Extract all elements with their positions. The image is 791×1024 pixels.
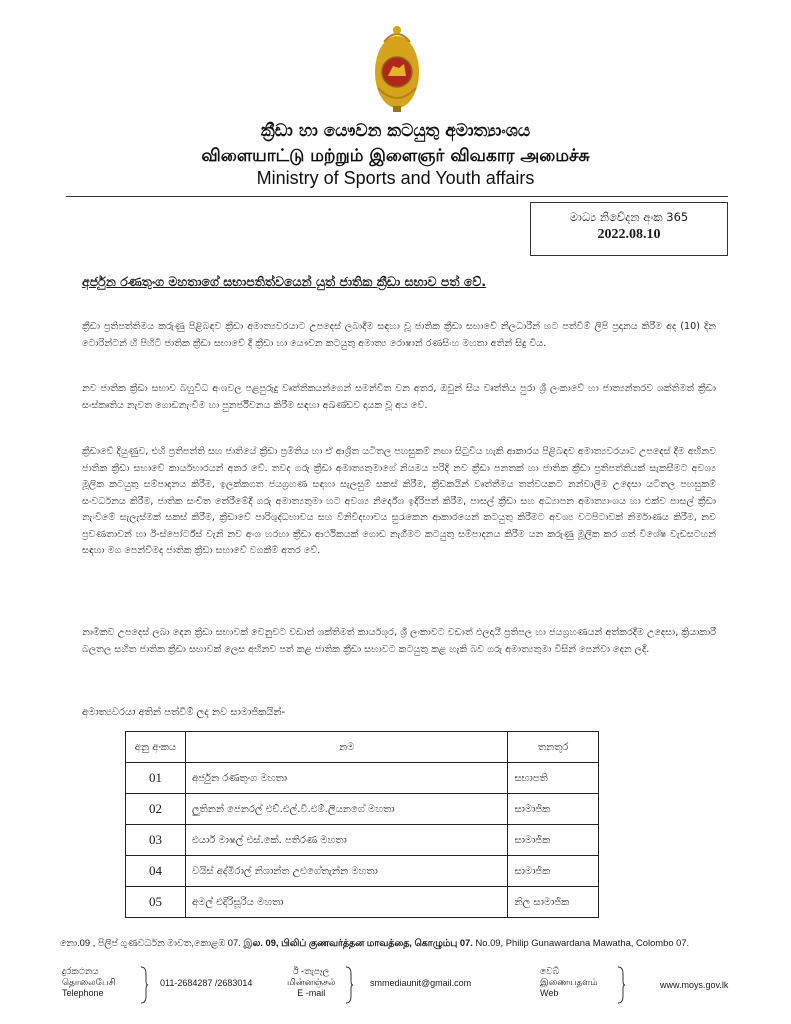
ministry-name-sinhala: ක්‍රීඩා හා යෞවන කටයුතු අමාත්‍යාංශය xyxy=(260,121,531,141)
press-release-reference-box xyxy=(530,202,728,256)
phone-number: 011-2684287 /2683014 xyxy=(160,978,253,988)
ministry-name-english: Ministry of Sports and Youth affairs xyxy=(256,168,535,188)
row-position: සාමාජික xyxy=(508,794,599,825)
ministry-address xyxy=(60,937,760,950)
row-no: 02 xyxy=(126,794,186,825)
paragraph-4: නාමිකව උපදෙස් ලබා දෙන ක්‍රීඩා සභාවක් වෙනුවට වඩාත් ශක්තිමත් කාර්යශූර, ශ්‍රී ලංකාවට වඩාත් ඵලදායී ප්‍රතිපල හා ජයග්‍රහණයන් අත්කරදීම උදෙසා, ක්‍රියාකාරී බලතල සහිත ජාතික ක්‍රීඩා සභාවක් ලෙස අභිනව පත් කළ ජාතික ක්‍රීඩා සභාවට කටයුතු කළ හැකි බව ගරු අමාත්‍යතුමා විසින් පෙන්වා දෙන ලදී. xyxy=(82,627,716,655)
paragraph-3: ක්‍රීඩාවේ දියුණුව, එහි ප්‍රතිපත්ති සහ ජාතියේ ක්‍රීඩා ප්‍රමිතිය හා ඒ ආශ්‍රිත යටිතල පහසුකම් නඟා සිටුවිය හැකි ආකාරය පිළිබඳව අමාත්‍යවරයාට උපදෙස් දීම අභිනව ජාතික ක්‍රීඩා සභාවේ කාර්යභාරයන් අතර වේ. තවද ගරු ක්‍රීඩා අමාත්‍යතුමාගේ නියමය පරිදි නව ක්‍රීඩා පනතක් හා ජාතික ක්‍රීඩා ප්‍රතිපත්තියක් සැකසීමට අවශ්‍ය මූලික කටයුතු සම්පාදනය කිරීම, ඉලක්කගත ජයග්‍රහණ සඳහා සැලසුම් සකස් කිරීම, ක්‍රීඩකයින් වෘත්තීමය තත්වයකට නන්වාලීම උදෙසා යටිතල පහසුකම් සංවර්ධනය කිරීම, ජාතික සංචිත තේරීමේදී ගරු අමාත්‍යතුමා හට අවශ්‍ය නිර්දේශ ඉදිරිපත් කිරීම, පාසල් ක්‍රීඩා සහ අධ්‍යාපන අමාත්‍යාංශය හා එක්ව පාසල් ක්‍රීඩා නැංවීමේ සැලැස්මක් සකස් කිරීම, ක්‍රීඩාවේ පාරිශුද්ධභාවය සහ විනිවිදභාවය සුරැකෙන ආකාරයෙන් කටයුතු කිරීමට අවශ්‍ය වටපිටාවක් නිර්මාණය කිරීම, නව ප්‍රවණතාවන් හා ඊ-ස්පෝර්ට්ස් වැනි නව අංශ හරහා ක්‍රීඩා ආර්ථිකයක් ගොඩ නැගීමට කටයුතු සම්පාදනය කිරීම යන කරුණු මූලික කර ගත් විශේෂ වැඩසටහන් සඳහා මග පෙන්වීමද ජාතික ක්‍රීඩා සභාවේ වගකීම් අතර වේ. xyxy=(82,446,716,556)
row-no: 05 xyxy=(126,887,186,918)
phone-labels xyxy=(62,966,116,999)
web-label-sinhala: වෙබ් xyxy=(540,966,560,976)
paragraph-2: නව ජාතික ක්‍රීඩා සභාව බහුවිධ අංශවල පළපුරුදු වෘත්තිකයන්ගෙන් සමන්විත වන අතර, ඔවුන් සිය වෘත්තිය පුරා ශ්‍රී ලංකාවේ හා ජාත්‍යන්තරව ශක්තිමත් ක්‍රීඩා සංස්කෘතිය නැවත ගොඩනැංවීම හා පුනර්ජීවනය කිරීම සඳහා අඛණ්ඩව දායක වූ අය වේ. xyxy=(82,383,716,411)
row-name: ලුතිනන් ජෙනරල් එච්.එල්.වී.එම්.ලියනගේ මහතා xyxy=(186,794,508,825)
header-serial-no: අනු අංකය xyxy=(126,732,186,763)
web-labels xyxy=(540,966,598,999)
website-url[interactable]: www.moys.gov.lk xyxy=(660,980,729,990)
address-sinhala: නො.09 , පිලිප් ගුණවර්ධන මාවත,කොළඹ 07. xyxy=(60,937,241,948)
email-label-sinhala: ඊ -තැපෑල xyxy=(293,966,330,976)
members-table-header xyxy=(126,732,599,763)
members-table xyxy=(125,731,599,918)
web-label-tamil: இணையதளம் xyxy=(540,977,598,987)
email-address[interactable]: smmediaunit@gmail.com xyxy=(370,978,472,988)
paragraph-1: ක්‍රීඩා ප්‍රතිපත්තිමය කරුණු පිළිබඳව ක්‍රීඩා අමාත්‍යවරයාට උපදෙස් ලබාදීම සඳහා වූ ජාතික ක්‍රීඩා සභාවේ නිලධාරීන් හට පත්වීම් ලිපි ප්‍රදානය කිරීම අද (10) දින ටොරින්ටන් හි පිහිටි ජාතික ක්‍රීඩා සභාවේ දී ක්‍රීඩා හා යෞවන කටයුතු අමාත්‍ය රොෂාන් රණසිංහ මහතා අතින් සිදු විය. xyxy=(82,321,716,349)
row-name: අර්ජුන රණතුංග මහතා xyxy=(186,763,508,794)
press-release-number: මාධ්‍ය නිවේදන අංක 365 xyxy=(569,210,689,224)
brace-icon xyxy=(345,966,353,1004)
row-no: 04 xyxy=(126,856,186,887)
email-label-english: E -mail xyxy=(297,988,326,998)
table-row xyxy=(126,856,599,887)
web-label-english: Web xyxy=(540,988,559,998)
header-name: නම xyxy=(186,732,508,763)
sri-lanka-emblem-icon xyxy=(368,22,426,114)
ministry-name-tamil: விளையாட்டு மற்றும் இளைஞர் விவகார அமைச்சு xyxy=(201,146,590,166)
phone-label-english: Telephone xyxy=(62,988,104,998)
phone-label-tamil: தொலைபேசி xyxy=(62,977,116,987)
table-row xyxy=(126,763,599,794)
email-label-tamil: மின்னஞ்சல் xyxy=(287,977,336,987)
brace-icon xyxy=(140,966,148,1004)
table-row xyxy=(126,825,599,856)
row-no: 01 xyxy=(126,763,186,794)
email-labels xyxy=(287,966,335,999)
row-position: සාමාජික xyxy=(508,825,599,856)
header-position: තනතුර xyxy=(508,732,599,763)
row-name: වයිස් අද්මිරාල් නිශාන්ත උළුගේතැන්න මහතා xyxy=(186,856,508,887)
press-release-date: 2022.08.10 xyxy=(597,227,661,242)
press-release-title: අර්ජුන රණතුංග මහතාගේ සභාපතිත්වයෙන් යුත් ජාතික ක්‍රීඩා සභාව පත් වේ. xyxy=(82,274,487,289)
phone-label-sinhala: දුරකථනය xyxy=(62,966,99,976)
row-position: සභාපති xyxy=(508,763,599,794)
row-name: එයාර් මාෂල් එස්.කේ. පතිරණ මහතා xyxy=(186,825,508,856)
members-table-caption: අමාත්‍යවරයා අතින් පත්වීම් ලද නව සාමාජිකයින්- xyxy=(82,707,286,718)
row-name: අමල් එදිරිසූරිය මහතා xyxy=(186,887,508,918)
table-row xyxy=(126,794,599,825)
address-tamil: இல. 09, பிலிப் குணவர்த்தன மாவத்தை, கொழும்பு 07. xyxy=(243,937,473,948)
row-no: 03 xyxy=(126,825,186,856)
header-divider xyxy=(66,196,728,197)
brace-icon xyxy=(617,966,625,1004)
row-position: සාමාජික xyxy=(508,856,599,887)
row-position: නිල සාමාජික xyxy=(508,887,599,918)
address-english: No.09, Philip Gunawardana Mawatha, Colombo 07. xyxy=(475,937,690,948)
table-row xyxy=(126,887,599,918)
